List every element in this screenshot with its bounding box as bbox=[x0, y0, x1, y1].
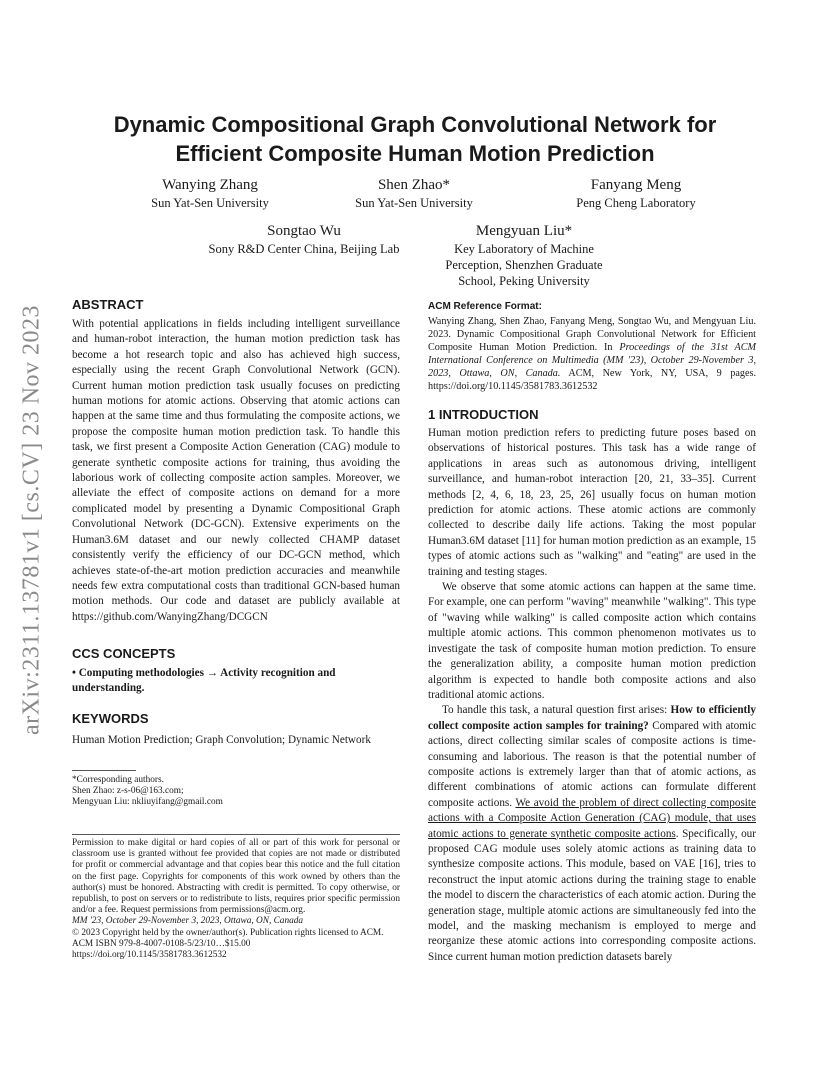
title-line-1: Dynamic Compositional Graph Convolutional Network for bbox=[113, 112, 717, 137]
isbn-text: ACM ISBN 979-8-4007-0108-5/23/10…$15.00 bbox=[72, 938, 251, 949]
footnote bbox=[72, 775, 400, 809]
introduction-section bbox=[428, 407, 756, 965]
intro-p3-text: . Specifically, our proposed CAG module uses solely atomic actions as training data to synthesize composite actions. This module, based on VAE [16], tries to reconstruct the input atomic actions during the training stage to enable the model to discern the characteristics of each atomic action. During the generation stage, multiple atomic actions are simultaneously fed into the model, and the masking mechanism is employed to merge and reorganize these atomic actions into corresponding composite actions. Since current human motion prediction datasets barely bbox=[428, 827, 756, 963]
footnote-line: *Corresponding authors. bbox=[72, 775, 164, 785]
ccs-text: • Computing methodologies → Activity recognition and understanding. bbox=[72, 667, 336, 695]
intro-p3-text: To handle this task, a natural question first arises: bbox=[442, 704, 671, 717]
author-affiliation: Peng Cheng Laboratory bbox=[576, 196, 696, 210]
intro-paragraph-2: We observe that some atomic actions can happen at the same time. For example, one can perform "waving" meanwhile "walking". This type of "waving while walking" is called composite action which contains multiple atomic actions. This common phenomenon motivates us to investigate the task of composite human motion prediction. To ensure the generalization ability, a composite human motion prediction algorithm is expected to handle both composite actions and also traditional atomic actions. bbox=[428, 581, 756, 701]
author-block-1 bbox=[110, 176, 310, 211]
venue-text: MM '23, October 29-November 3, 2023, Ottawa, ON, Canada bbox=[72, 916, 304, 927]
doi-text: https://doi.org/10.1145/3581783.3612532 bbox=[72, 950, 227, 961]
author-name: Mengyuan Liu* bbox=[475, 223, 573, 239]
arxiv-stamp-text: arXiv:2311.13781v1 [cs.CV] 23 Nov 2023 bbox=[18, 304, 45, 736]
author-affiliation: School, Peking University bbox=[458, 274, 590, 288]
author-name: Wanying Zhang bbox=[162, 177, 258, 193]
author-block-2 bbox=[314, 176, 514, 211]
copyright-text: © 2023 Copyright held by the owner/author(s). Publication rights licensed to ACM. bbox=[72, 927, 384, 938]
acm-ref-proceedings: Proceedings of the 31st ACM International Conference on Multimedia (MM '23), October 29-November 3, 2023, Ottawa, ON, Canada. bbox=[428, 342, 756, 380]
author-block-5 bbox=[424, 222, 624, 289]
introduction-heading: 1 INTRODUCTION bbox=[428, 407, 539, 422]
ccs-heading: CCS CONCEPTS bbox=[72, 646, 176, 661]
permission-block bbox=[72, 838, 400, 961]
author-name: Fanyang Meng bbox=[590, 177, 682, 193]
author-affiliation: Sony R&D Center China, Beijing Lab bbox=[208, 242, 400, 256]
acm-reference bbox=[428, 300, 756, 394]
permission-text: Permission to make digital or hard copies of all or part of this work for personal or classroom use is granted without fee provided that copies are not made or distributed for profit or commercial advantage and that copies bear this notice and the full citation on the first page. Copyrights for components of this work owned by others than the author(s) must be honored. Abstracting with credit is permitted. To copy otherwise, or republish, to post on servers or to redistribute to lists, requires prior specific permission and/or a fee. Request permissions from permissions@acm.org. bbox=[72, 838, 400, 916]
author-affiliation: Sun Yat-Sen University bbox=[355, 196, 473, 210]
acm-ref-part: Wanying Zhang, Shen Zhao, Fanyang Meng, Songtao Wu, and Mengyuan Liu. 2023. Dynamic Compositional Graph Convolutional Network for Efficient Composite Human Motion Prediction. In bbox=[428, 316, 756, 354]
intro-p3-question: How to efficiently collect composite action samples for training? bbox=[428, 704, 756, 732]
acm-reference-text bbox=[428, 315, 756, 394]
abstract-heading: ABSTRACT bbox=[72, 297, 144, 312]
intro-paragraph-3 bbox=[428, 703, 756, 965]
ccs-section bbox=[72, 646, 400, 697]
footnote-rule bbox=[72, 770, 136, 771]
abstract-text: With potential applications in fields including intelligent surveillance and human-robot interaction, the human motion prediction task has become a hot research topic and also has achieved high success, especially using the recent Graph Convolutional Network (GCN). Current human motion prediction task usually focuses on predicting human motions for atomic actions. Observing that atomic actions can happen at the same time and thus formulating the composite actions, we propose the composite human motion prediction task. To handle this task, we first present a Composite Action Generation (CAG) module to generate synthetic composite actions for training, thus avoiding the laborious work of collecting composite action samples. Moreover, we alleviate the effect of composite actions on demand for a more complicated model by presenting a Dynamic Compositional Graph Convolutional Network (DC-GCN). Extensive experiments on the Human3.6M dataset and our newly collected CHAMP dataset consistently verify the efficiency of our DC-GCN method, which achieves state-of-the-art motion prediction accuracies and meanwhile needs few extra computational costs than traditional GCN-based human motion methods. Our code and dataset are publicly available at https://github.com/WanyingZhang/DCGCN bbox=[72, 318, 400, 623]
keywords-text: Human Motion Prediction; Graph Convolution; Dynamic Network bbox=[72, 734, 371, 746]
abstract-section bbox=[72, 297, 400, 625]
author-affiliation: Perception, Shenzhen Graduate bbox=[445, 258, 603, 272]
permission-rule bbox=[72, 834, 400, 835]
keywords-section bbox=[72, 711, 400, 748]
author-name: Songtao Wu bbox=[267, 223, 341, 239]
title-line-2: Efficient Composite Human Motion Prediction bbox=[175, 141, 655, 166]
intro-p3-text: Compared with atomic actions, direct collecting similar scales of composite actions is time-consuming and laborious. The reason is that the potential number of composite actions is extremely larger than that of atomic actions, as different combinations of atomic actions can formulate different composite actions. bbox=[428, 719, 757, 809]
intro-paragraph-1: Human motion prediction refers to predicting future poses based on observations of historical postures. This task has a wide range of applications in areas such as autonomous driving, intelligent surveillance, and human-robot interaction [20, 21, 33–35]. Current methods [2, 4, 6, 18, 23, 25, 26] usually focus on human motion prediction for atomic actions. These atomic actions are commonly collected to describe daily life actions. Taking the most popular Human3.6M dataset [11] for human motion prediction as an example, 15 types of atomic actions such as "walking" and "eating" are used in the training and testing stages. bbox=[428, 427, 756, 578]
author-name: Shen Zhao* bbox=[377, 177, 451, 193]
author-block-3 bbox=[536, 176, 736, 211]
footnote-line: Mengyuan Liu: nkliuyifang@gmail.com bbox=[72, 797, 223, 808]
footnote-line: Shen Zhao: z-s-06@163.com; bbox=[72, 786, 184, 797]
arxiv-stamp bbox=[14, 280, 50, 760]
keywords-heading: KEYWORDS bbox=[72, 711, 149, 726]
author-affiliation: Sun Yat-Sen University bbox=[151, 196, 269, 210]
author-block-4 bbox=[180, 222, 428, 257]
author-affiliation: Key Laboratory of Machine bbox=[454, 242, 594, 256]
paper-title bbox=[60, 110, 770, 168]
acm-reference-heading: ACM Reference Format: bbox=[428, 301, 542, 312]
intro-p3-underlined: We avoid the problem of direct collecting composite actions with a Composite Action Generation (CAG) module, that uses atomic actions to generate synthetic composite actions bbox=[428, 796, 756, 840]
acm-ref-part: ACM, New York, NY, USA, 9 pages. https://doi.org/10.1145/3581783.3612532 bbox=[428, 368, 756, 393]
